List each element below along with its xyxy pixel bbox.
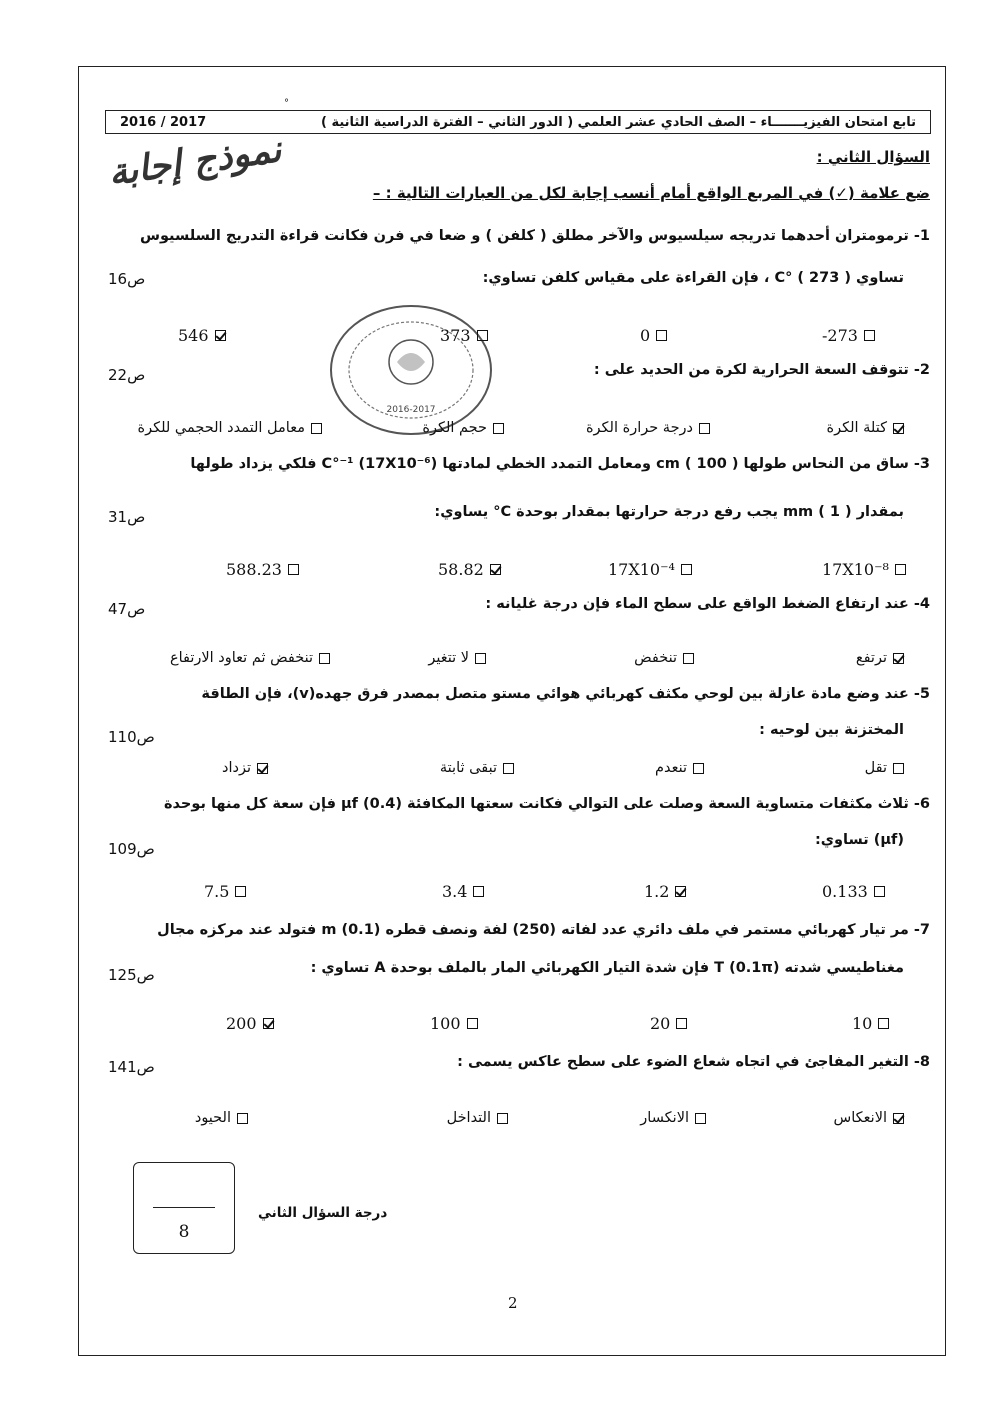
header-year: 2016 / 2017	[120, 114, 207, 130]
question-2-page-ref: ص22	[108, 366, 146, 384]
checkbox-icon[interactable]	[503, 763, 514, 774]
checkbox-icon[interactable]	[288, 564, 299, 575]
checkbox-icon[interactable]	[477, 330, 488, 341]
q4-option-3[interactable]: لا تتغير	[428, 650, 486, 666]
checkbox-icon[interactable]	[475, 653, 486, 664]
exam-header	[105, 110, 931, 134]
question-5-line-2: المختزنة بين لوحيه :	[759, 722, 904, 738]
question-1-line-2: تساوي C° ( 273 ) ، فإن القراءة على مقياس كلفن تساوي:	[482, 270, 904, 286]
page-number: 2	[508, 1294, 518, 1312]
checkbox-icon[interactable]	[656, 330, 667, 341]
checked-checkbox-icon[interactable]	[893, 423, 904, 434]
q2-option-2[interactable]: درجة حرارة الكرة	[586, 420, 710, 436]
q6-option-2[interactable]: 1.2	[644, 882, 686, 901]
q1-option-3[interactable]: 373	[440, 326, 488, 345]
checkbox-icon[interactable]	[235, 886, 246, 897]
score-value: 8	[178, 1222, 190, 1242]
q8-option-1[interactable]: الانعكاس	[834, 1110, 904, 1126]
question-7-page-ref: ص125	[108, 966, 155, 984]
question-3-line-2: بمقدار mm ( 1 ) يجب رفع درجة حرارتها بمقدار بوحدة C° يساوي:	[434, 504, 904, 520]
question-3-line-1: 3- ساق من النحاس طولها cm ( 100 ) ومعامل التمدد الخطي لمادتها C°⁻¹ (17X10⁻⁶) فلكي يزداد طولها	[190, 456, 930, 472]
question-4-line-1: 4- عند ارتفاع الضغط الواقع على سطح الماء فإن درجة غليانه :	[485, 596, 930, 612]
checkbox-icon[interactable]	[864, 330, 875, 341]
q4-option-2[interactable]: تنخفض	[634, 650, 694, 666]
q1-option-4[interactable]: 546	[178, 326, 226, 345]
header-title: تابع امتحان الفيزيـــــــاء – الصف الحادي عشر العلمي ( الدور الثاني – الفترة الدراسية الثانية )	[321, 114, 916, 130]
checkbox-icon[interactable]	[874, 886, 885, 897]
checkbox-icon[interactable]	[895, 564, 906, 575]
q8-option-3[interactable]: التداخل	[447, 1110, 508, 1126]
question-5-page-ref: ص110	[108, 728, 155, 746]
q3-option-1[interactable]: 17X10⁻⁸	[822, 560, 906, 579]
checked-checkbox-icon[interactable]	[893, 653, 904, 664]
q1-option-2[interactable]: 0	[640, 326, 667, 345]
checked-checkbox-icon[interactable]	[675, 886, 686, 897]
question-8-page-ref: ص141	[108, 1058, 155, 1076]
question-5-line-1: 5- عند وضع مادة عازلة بين لوحي مكثف كهربائي هوائي مستو متصل بمصدر فرق جهده(v)، فإن الطاقة	[201, 686, 930, 702]
question-2-line-1: 2- تتوقف السعة الحرارية لكرة من الحديد على :	[593, 362, 930, 378]
q3-option-2[interactable]: 17X10⁻⁴	[608, 560, 692, 579]
seal-year: 2016-2017	[386, 405, 436, 415]
q3-option-4[interactable]: 588.23	[226, 560, 299, 579]
question-4-page-ref: ص47	[108, 600, 146, 618]
q7-option-3[interactable]: 100	[430, 1014, 478, 1033]
checkbox-icon[interactable]	[693, 763, 704, 774]
checkbox-icon[interactable]	[878, 1018, 889, 1029]
question-8-line-1: 8- التغير المفاجئ في اتجاه شعاع الضوء على سطح عاكس يسمى :	[457, 1054, 930, 1070]
checked-checkbox-icon[interactable]	[215, 330, 226, 341]
q1-option-1[interactable]: -273	[822, 326, 875, 345]
question-1-line-1: 1- ترمومتران أحدهما تدريجه سيلسيوس والآخر مطلق ( كلفن ) و ضعا في فرن فكانت قراءة التدريج السلسيوس	[139, 228, 930, 244]
checkbox-icon[interactable]	[467, 1018, 478, 1029]
checked-checkbox-icon[interactable]	[893, 1113, 904, 1124]
checkbox-icon[interactable]	[237, 1113, 248, 1124]
q2-option-3[interactable]: حجم الكرة	[422, 420, 504, 436]
q2-option-1[interactable]: كتلة الكرة	[826, 420, 904, 436]
question-6-line-2: (μf) تساوي:	[814, 832, 904, 848]
checked-checkbox-icon[interactable]	[257, 763, 268, 774]
question-7-line-1: 7- مر تيار كهربائي مستمر في ملف دائري عدد لفاته (250) لفة ونصف قطره m (0.1) فتولد عند مركزه مجال	[157, 922, 930, 938]
score-divider	[153, 1207, 215, 1208]
q6-option-3[interactable]: 3.4	[442, 882, 484, 901]
q7-option-1[interactable]: 10	[852, 1014, 889, 1033]
question-3-page-ref: ص31	[108, 508, 146, 526]
q7-option-2[interactable]: 20	[650, 1014, 687, 1033]
q8-option-2[interactable]: الانكسار	[640, 1110, 706, 1126]
checkbox-icon[interactable]	[497, 1113, 508, 1124]
answer-key-stamp: نموذج إجابة	[105, 128, 284, 194]
question-7-line-2: مغناطيسي شدته T (0.1π) فإن شدة التيار الكهربائي المار بالملف بوحدة A تساوي :	[310, 960, 904, 976]
q8-option-4[interactable]: الحيود	[195, 1110, 248, 1126]
q5-option-2[interactable]: تنعدم	[655, 760, 704, 776]
checkbox-icon[interactable]	[311, 423, 322, 434]
checkbox-icon[interactable]	[683, 653, 694, 664]
q5-option-4[interactable]: تزداد	[222, 760, 268, 776]
checkbox-icon[interactable]	[319, 653, 330, 664]
checkbox-icon[interactable]	[699, 423, 710, 434]
q6-option-4[interactable]: 7.5	[204, 882, 246, 901]
q2-option-4[interactable]: معامل التمدد الحجمي للكرة	[138, 420, 323, 436]
section-title: السؤال الثاني :	[816, 148, 930, 166]
checkbox-icon[interactable]	[676, 1018, 687, 1029]
checked-checkbox-icon[interactable]	[490, 564, 501, 575]
q3-option-3[interactable]: 58.82	[438, 560, 501, 579]
checkbox-icon[interactable]	[893, 763, 904, 774]
question-6-line-1: 6- ثلاث مكثفات متساوية السعة وصلت على التوالي فكانت سعتها المكافئة μf (0.4) فإن سعة كل منها بوحدة	[164, 796, 930, 812]
checked-checkbox-icon[interactable]	[263, 1018, 274, 1029]
q7-option-4[interactable]: 200	[226, 1014, 274, 1033]
q4-option-4[interactable]: تنخفض ثم تعاود الارتفاع	[170, 650, 330, 666]
checkbox-icon[interactable]	[695, 1113, 706, 1124]
q6-option-1[interactable]: 0.133	[822, 882, 885, 901]
q4-option-1[interactable]: ترتفع	[856, 650, 904, 666]
instruction-text: ضع علامة (✓) في المربع الواقع أمام أنسب إجابة لكل من العبارات التالية : –	[372, 184, 930, 202]
score-label: درجة السؤال الثاني	[258, 1205, 388, 1221]
q5-option-3[interactable]: تبقى ثابتة	[440, 760, 514, 776]
decorative-mark: °	[284, 98, 289, 109]
official-seal-icon	[325, 300, 497, 440]
q5-option-1[interactable]: تقل	[865, 760, 904, 776]
question-6-page-ref: ص109	[108, 840, 155, 858]
question-1-page-ref: ص16	[108, 270, 146, 288]
checkbox-icon[interactable]	[493, 423, 504, 434]
checkbox-icon[interactable]	[681, 564, 692, 575]
checkbox-icon[interactable]	[473, 886, 484, 897]
